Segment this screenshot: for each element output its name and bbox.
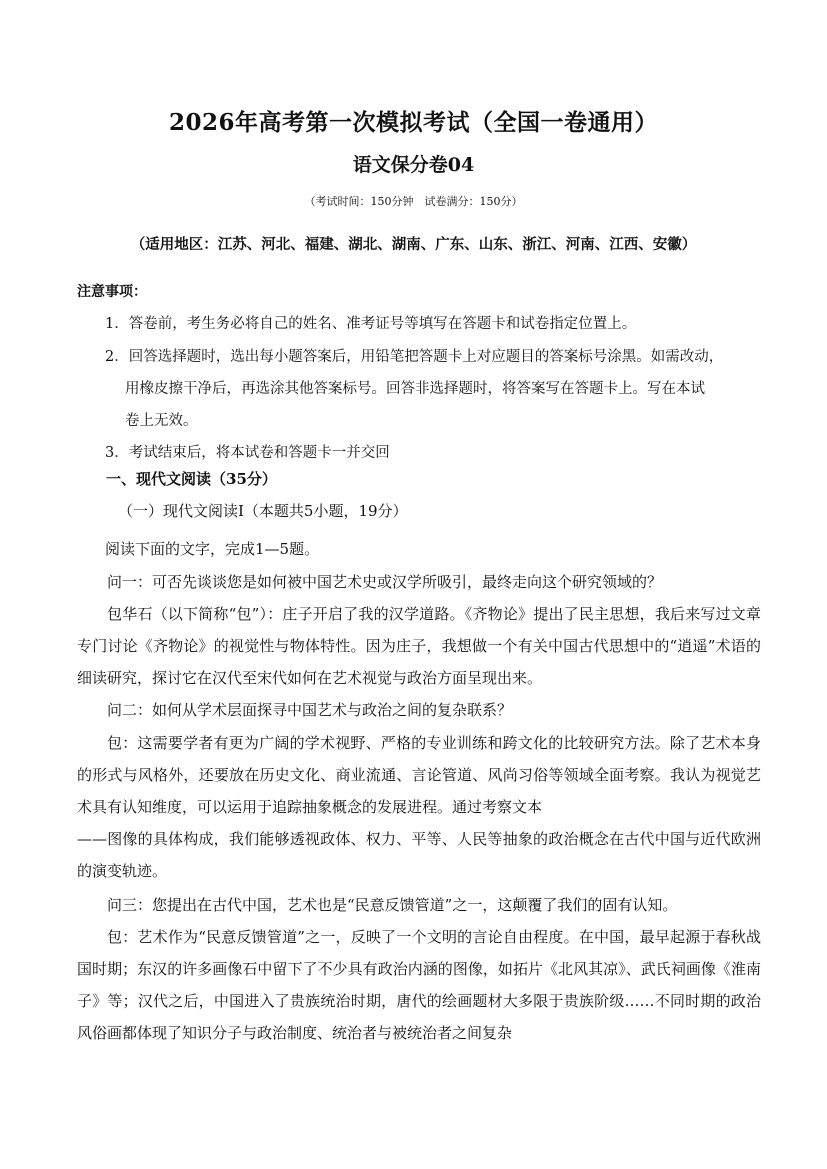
answer-3: 包：艺术作为“民意反馈管道”之一，反映了一个文明的言论自由程度。在中国，最早起源于春秋战国时期；东汉的许多画像石中留下了不少具有政治内涵的图像，如拓片《北风其凉》、武氏祠画像《淮南子》等；汉代之后，中国进入了贵族统治时期，唐代的绘画题材大多限于贵族阶级……不同时期的政治风俗画都体现了知识分子与政治制度、统治者与被统治者之间复杂 xyxy=(77,928,761,1042)
applicable-regions: （适用地区：江苏、河北、福建、湖北、湖南、广东、山东、浙江、河南、江西、安徽） xyxy=(130,236,697,253)
notice-item-2-line-2: 用橡皮擦干净后，再选涂其他答案标号。回答非选择题时，将答案写在答题卡上。写在本试 xyxy=(125,381,705,397)
question-3: 问三：您提出在古代中国，艺术也是“民意反馈管道”之一，这颠覆了我们的固有认知。 xyxy=(107,896,678,914)
answer-2-part-2: ——图像的具体构成，我们能够透视政体、权力、平等、人民等抽象的政治概念在古代中国与近代欧洲的演变轨迹。 xyxy=(77,830,761,880)
exam-title: 2026年高考第一次模拟考试（全国一卷通用） xyxy=(168,109,658,136)
section-subheading: （一）现代文阅读Ⅰ（本题共5小题，19分） xyxy=(118,502,408,520)
notice-item-3: 3．考试结束后，将本试卷和答题卡一并交回 xyxy=(105,445,390,461)
question-2: 问二：如何从学术层面探寻中国艺术与政治之间的复杂联系？ xyxy=(107,701,513,719)
reading-instruction: 阅读下面的文字，完成1—5题。 xyxy=(105,540,320,558)
notice-item-2-line-3: 卷上无效。 xyxy=(125,413,198,429)
notice-item-2-line-1: 2．回答选择题时，选出每小题答案后，用铅笔把答题卡上对应题目的答案标号涂黑。如需改动， xyxy=(105,349,724,365)
question-1: 问一：可否先谈谈您是如何被中国艺术史或汉学所吸引，最终走向这个研究领域的？ xyxy=(107,573,663,591)
exam-subtitle: 语文保分卷04 xyxy=(352,154,475,176)
exam-meta: （考试时间：150分钟 试卷满分：150分） xyxy=(304,195,523,208)
notice-heading: 注意事项： xyxy=(77,284,147,300)
notice-item-1: 1．答卷前，考生务必将自己的姓名、准考证号等填写在答题卡和试卷指定位置上。 xyxy=(105,316,637,332)
answer-1: 包华石（以下简称“包”）：庄子开启了我的汉学道路。《齐物论》提出了民主思想，我后来写过文章专门讨论《齐物论》的视觉性与物体特性。因为庄子，我想做一个有关中国古代思想中的“逍遥”术语的细读研究，探讨它在汉代至宋代如何在艺术视觉与政治方面呈现出来。 xyxy=(77,605,761,687)
section-heading: 一、现代文阅读（35分） xyxy=(106,470,277,488)
answer-2-part-1: 包：这需要学者有更为广阔的学术视野、严格的专业训练和跨文化的比较研究方法。除了艺术本身的形式与风格外，还要放在历史文化、商业流通、言论管道、风尚习俗等领域全面考察。我认为视觉艺术具有认知维度，可以运用于追踪抽象概念的发展进程。通过考察文本 xyxy=(77,734,761,816)
